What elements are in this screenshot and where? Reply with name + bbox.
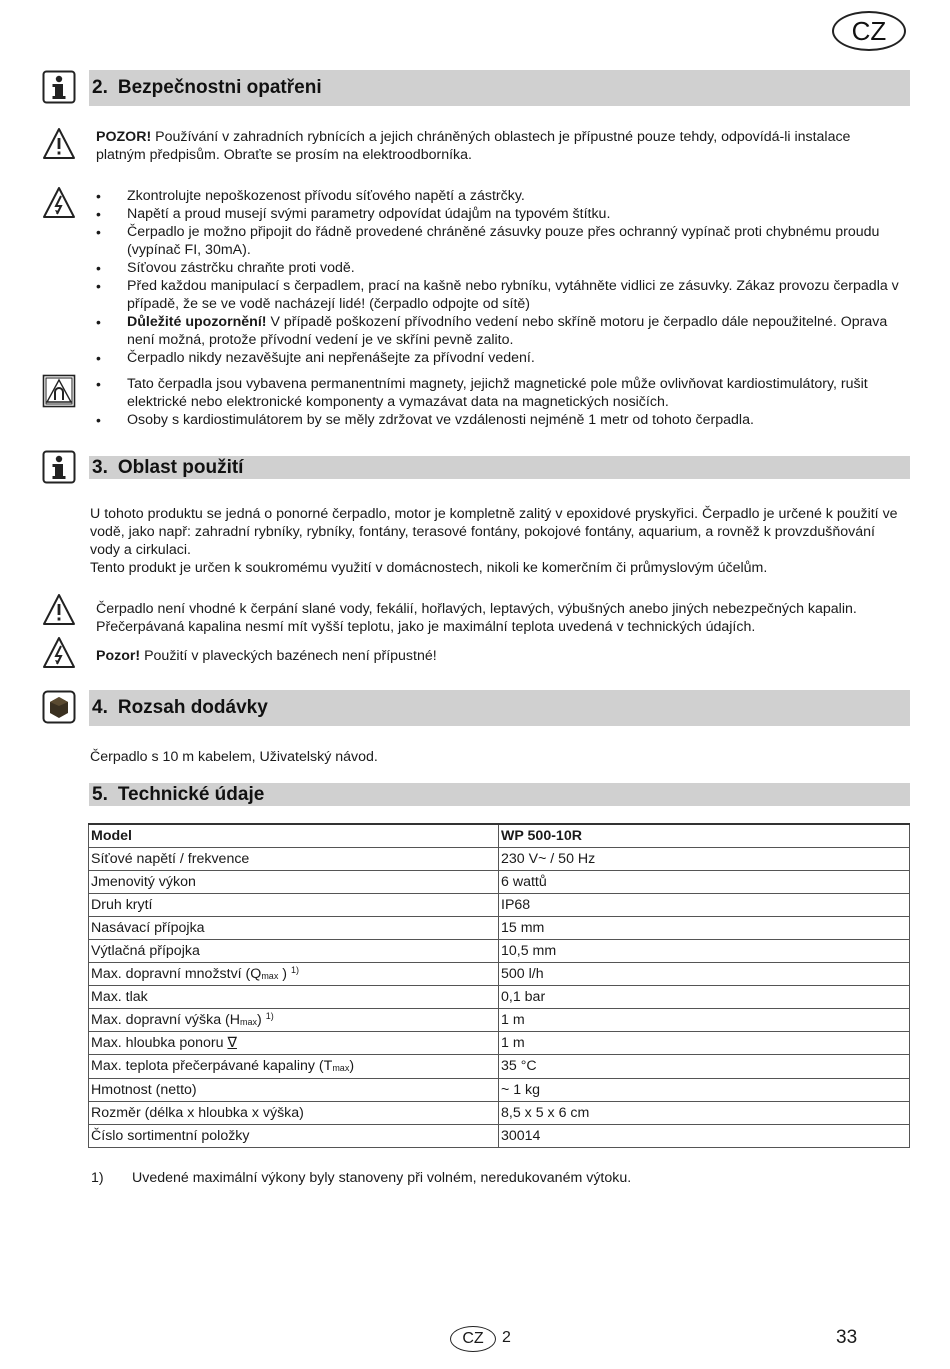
footnote-ref: 1) <box>290 965 299 976</box>
list-item: • Před každou manipulací s čerpadlem, prací na kašně nebo rybníku, vytáhněte vidlici ze zásuvky. Zákaz provozu čerpadla v případě, že se ve vodě nacházejí lidé! (čerpadlo odpojte od sítě) <box>90 277 902 313</box>
section-3-title: Oblast použití <box>117 457 244 478</box>
warning-icon <box>42 593 76 627</box>
table-row <box>89 1078 910 1101</box>
section-3-header <box>89 456 910 479</box>
table-row <box>89 1032 910 1055</box>
subscript: max <box>332 1063 350 1074</box>
table-row <box>89 939 910 962</box>
water-level-symbol: ∇ <box>227 1035 237 1052</box>
table-cell: 1 m <box>499 1009 910 1032</box>
section-3-number: 3. <box>92 457 108 478</box>
table-cell: Jmenovitý výkon <box>89 870 499 893</box>
table-header-cell: WP 500-10R <box>499 824 910 847</box>
table-cell: ~ 1 kg <box>499 1078 910 1101</box>
table-cell: 15 mm <box>499 916 910 939</box>
section-4-header <box>89 690 910 726</box>
table-cell <box>89 1055 499 1078</box>
table-cell: IP68 <box>499 893 910 916</box>
pool-warning <box>96 647 896 665</box>
table-row <box>89 893 910 916</box>
table-cell: Síťové napětí / frekvence <box>89 847 499 870</box>
section-5-number: 5. <box>92 784 108 805</box>
page-number: 33 <box>836 1327 858 1348</box>
cell-text: Max. hloubka ponoru <box>91 1035 228 1052</box>
cell-text: Max. dopravní výška (H <box>91 1012 241 1029</box>
table-cell: 6 wattů <box>499 870 910 893</box>
subscript: max <box>261 971 279 982</box>
section-2-header <box>89 70 910 106</box>
list-item: • Osoby s kardiostimulátorem by se měly zdržovat ve vzdálenosti nejméně 1 metr od tohoto čerpadla. <box>90 411 902 429</box>
electric-hazard-icon <box>42 186 76 220</box>
table-cell: Max. tlak <box>89 986 499 1009</box>
important-text: V případě poškození přívodního vedení nebo skříně motoru je čerpadlo dále nepoužitelné. Oprava není možná, protože přívodní vedení je ve skříni pevně zalito. <box>127 314 888 348</box>
table-row <box>89 847 910 870</box>
table-cell: 35 °C <box>499 1055 910 1078</box>
table-cell: 1 m <box>499 1032 910 1055</box>
table-row <box>89 1101 910 1124</box>
table-cell <box>89 1009 499 1032</box>
language-badge: CZ <box>832 11 906 51</box>
table-cell: Číslo sortimentní položky <box>89 1124 499 1147</box>
table-row <box>89 1124 910 1147</box>
section-2-title: Bezpečnostni opatřeni <box>117 77 322 98</box>
cell-text: Max. teplota přečerpávané kapaliny (T <box>91 1058 333 1075</box>
table-cell <box>89 963 499 986</box>
table-header-row <box>89 824 910 847</box>
table-row <box>89 916 910 939</box>
subscript: max <box>240 1017 258 1028</box>
table-row <box>89 986 910 1009</box>
cell-text: Max. dopravní množství (Q <box>91 966 262 983</box>
cell-text: ) <box>257 1012 262 1029</box>
table-cell: 30014 <box>499 1124 910 1147</box>
section-2-warning <box>96 128 896 164</box>
table-cell: Rozměr (délka x hloubka x výška) <box>89 1101 499 1124</box>
section-5-header <box>89 783 910 806</box>
important-label: Důležité upozornění! <box>127 314 267 330</box>
table-cell: Výtlačná přípojka <box>89 939 499 962</box>
section-2-number: 2. <box>92 77 108 98</box>
pool-warning-text: Použití v plaveckých bazénech není přípustné! <box>140 648 437 664</box>
delivery-scope-text: Čerpadlo s 10 m kabelem, Uživatelský návod. <box>90 749 378 765</box>
table-row <box>89 1009 910 1032</box>
warning-label: POZOR! <box>96 129 152 145</box>
warning-text: Používání v zahradních rybnících a jejich chráněných oblastech je přípustné pouze tehdy, odpovídá-li instalace platným předpisům. Obraťte se prosím na elektroodborníka. <box>96 129 851 163</box>
footnote-number: 1) <box>91 1170 104 1186</box>
magnetic-warning-list <box>90 375 902 429</box>
info-icon <box>42 70 76 104</box>
warning-icon <box>42 127 76 161</box>
section-5-title: Technické údaje <box>117 784 265 805</box>
footer-language-badge: CZ <box>450 1326 496 1352</box>
table-cell: 0,1 bar <box>499 986 910 1009</box>
footnote-text: Uvedené maximální výkony byly stanoveny při volném, neredukovaném výtoku. <box>132 1170 632 1186</box>
usage-paragraph: U tohoto produktu se jedná o ponorné čerpadlo, motor je kompletně zalitý v epoxidové pryskyřici. Čerpadlo je určené k použití ve vodě, jako např: zahradní rybníky, rybníky, fontány, terasové fontány, pokojové fontány, aquarium, a rovněž k provzdušňování vody a cirkulaci. <box>90 506 898 558</box>
list-item: • Čerpadlo nikdy nezavěšujte ani nepřenášejte za přívodní vedení. <box>90 349 902 367</box>
table-cell <box>89 1032 499 1055</box>
table-row <box>89 1055 910 1078</box>
electrical-safety-list <box>90 187 902 367</box>
pool-warning-label: Pozor! <box>96 648 141 664</box>
cell-text: ) <box>278 966 287 983</box>
list-item: • Zkontrolujte nepoškozenost přívodu síťového napětí a zástrčky. <box>90 187 902 205</box>
liquid-warning: Čerpadlo není vhodné k čerpání slané vody, fekálií, hořlavých, leptavých, výbušných anebo jiných nebezpečných kapalin. Přečerpávaná kapalina nesmí mít vyšší teplotu, jako je maximální teplota uvedená v technických údajích. <box>96 601 857 635</box>
list-item: • Tato čerpadla jsou vybavena permanentními magnety, jejichž magnetické pole může ovlivňovat kardiostimulátory, rušit elektrické nebo elektronické komponenty a vymazávat data na magnetických nosičích. <box>90 375 902 411</box>
table-cell: Hmotnost (netto) <box>89 1078 499 1101</box>
table-cell: 8,5 x 5 x 6 cm <box>499 1101 910 1124</box>
info-icon <box>42 450 76 484</box>
package-icon <box>42 690 76 724</box>
footer-sub-page: 2 <box>502 1329 511 1346</box>
table-cell: Druh krytí <box>89 893 499 916</box>
table-row <box>89 870 910 893</box>
list-item: • Síťovou zástrčku chraňte proti vodě. <box>90 259 902 277</box>
table-cell: 10,5 mm <box>499 939 910 962</box>
cell-text: ) <box>349 1058 355 1075</box>
table-cell: Nasávací přípojka <box>89 916 499 939</box>
table-row <box>89 963 910 986</box>
section-4-number: 4. <box>92 697 108 718</box>
list-item: • Čerpadlo je možno připojit do řádně provedené chráněné zásuvky pouze přes ochranný vypínač proti chybnému proudu (vypínač FI, 30mA). <box>90 223 902 259</box>
footnote-ref: 1) <box>265 1011 274 1022</box>
list-item <box>90 313 902 349</box>
section-4-title: Rozsah dodávky <box>117 697 268 718</box>
table-header-cell: Model <box>89 824 499 847</box>
section-3-description <box>90 505 905 577</box>
magnetic-field-icon <box>42 374 76 408</box>
list-item: • Napětí a proud musejí svými parametry odpovídat údajům na typovém štítku. <box>90 205 902 223</box>
technical-data-table <box>88 823 910 1148</box>
table-cell: 230 V~ / 50 Hz <box>499 847 910 870</box>
table-cell: 500 l/h <box>499 963 910 986</box>
footnote <box>91 1169 631 1187</box>
private-use-paragraph: Tento produkt je určen k soukromému využití v domácnostech, nikoli ke komerčním či průmyslovým účelům. <box>90 560 768 576</box>
electric-hazard-icon <box>42 636 76 670</box>
